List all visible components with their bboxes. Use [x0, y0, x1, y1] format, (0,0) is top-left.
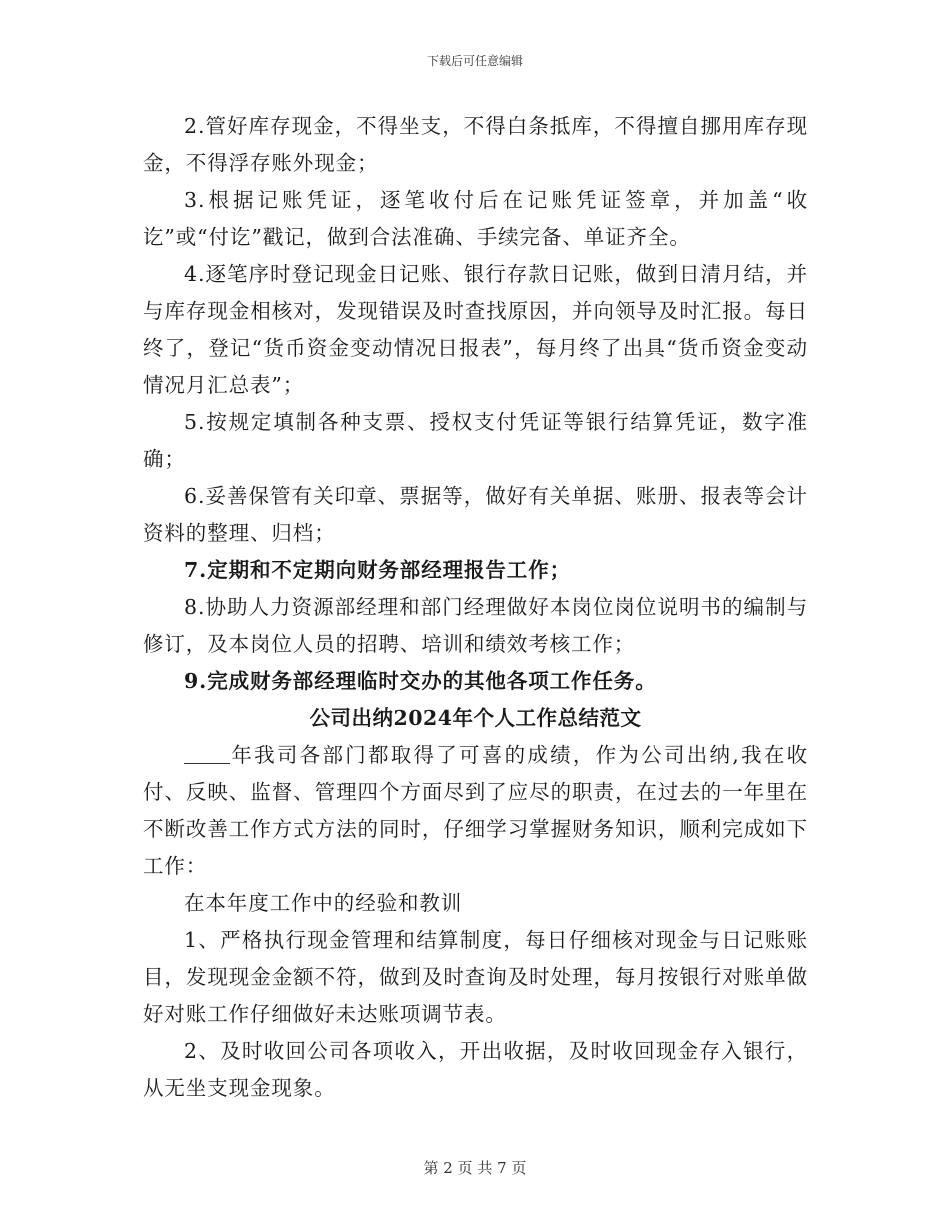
- page-header: 下载后可任意编辑: [426, 54, 523, 68]
- duty-item-9: 9.完成财务部经理临时交办的其他各项工作任务。: [184, 669, 657, 693]
- duty-item-4: 4.逐笔序时登记现金日记账、银行存款日记账，做到日清月结，并与库存现金相核对，发现错误及时查找原因，并向领导及时汇报。每日终了，登记“货币资金变动情况日报表”，每月终了出具“货币资金变动情况月汇总表”；: [143, 262, 808, 397]
- duty-item-5: 5.按规定填制各种支票、授权支付凭证等银行结算凭证，数字准确；: [143, 410, 808, 471]
- duty-item-8: 8.协助人力资源部经理和部门经理做好本岗位岗位说明书的编制与修订，及本岗位人员的招聘、培训和绩效考核工作；: [143, 595, 808, 656]
- duty-item-3: 3.根据记账凭证，逐笔收付后在记账凭证签章，并加盖“收讫”或“付讫”戳记，做到合法准确、手续完备、单证齐全。: [143, 188, 808, 249]
- article-intro-text: 年我司各部门都取得了可喜的成绩，作为公司出纳,我在收付、反映、监督、管理四个方面尽到了应尽的职责，在过去的一年里在不断改善工作方式方法的同时，仔细学习掌握财务知识，顺利完成如下工作：: [143, 743, 808, 878]
- duty-item-2: 2.管好库存现金，不得坐支，不得白条抵库，不得擅自挪用库存现金，不得浮存账外现金；: [143, 114, 808, 175]
- duty-item-7: 7.定期和不定期向财务部经理报告工作；: [184, 558, 571, 582]
- article-intro: [143, 737, 808, 885]
- page-footer: 第 2 页 共 7 页: [423, 1159, 527, 1177]
- year-blank: [184, 745, 230, 764]
- section-heading: 在本年度工作中的经验和教训: [184, 891, 463, 915]
- document-body: [143, 108, 808, 1107]
- experience-point-1: 1、严格执行现金管理和结算制度，每日仔细核对现金与日记账账目，发现现金金额不符，做到及时查询及时处理，每月按银行对账单做好对账工作仔细做好未达账项调节表。: [143, 928, 808, 1026]
- experience-point-2: 2、及时收回公司各项收入，开出收据，及时收回现金存入银行，从无坐支现金现象。: [143, 1039, 808, 1100]
- article-title: 公司出纳2024年个人工作总结范文: [309, 706, 642, 730]
- duty-item-6: 6.妥善保管有关印章、票据等，做好有关单据、账册、报表等会计资料的整理、归档；: [143, 484, 808, 545]
